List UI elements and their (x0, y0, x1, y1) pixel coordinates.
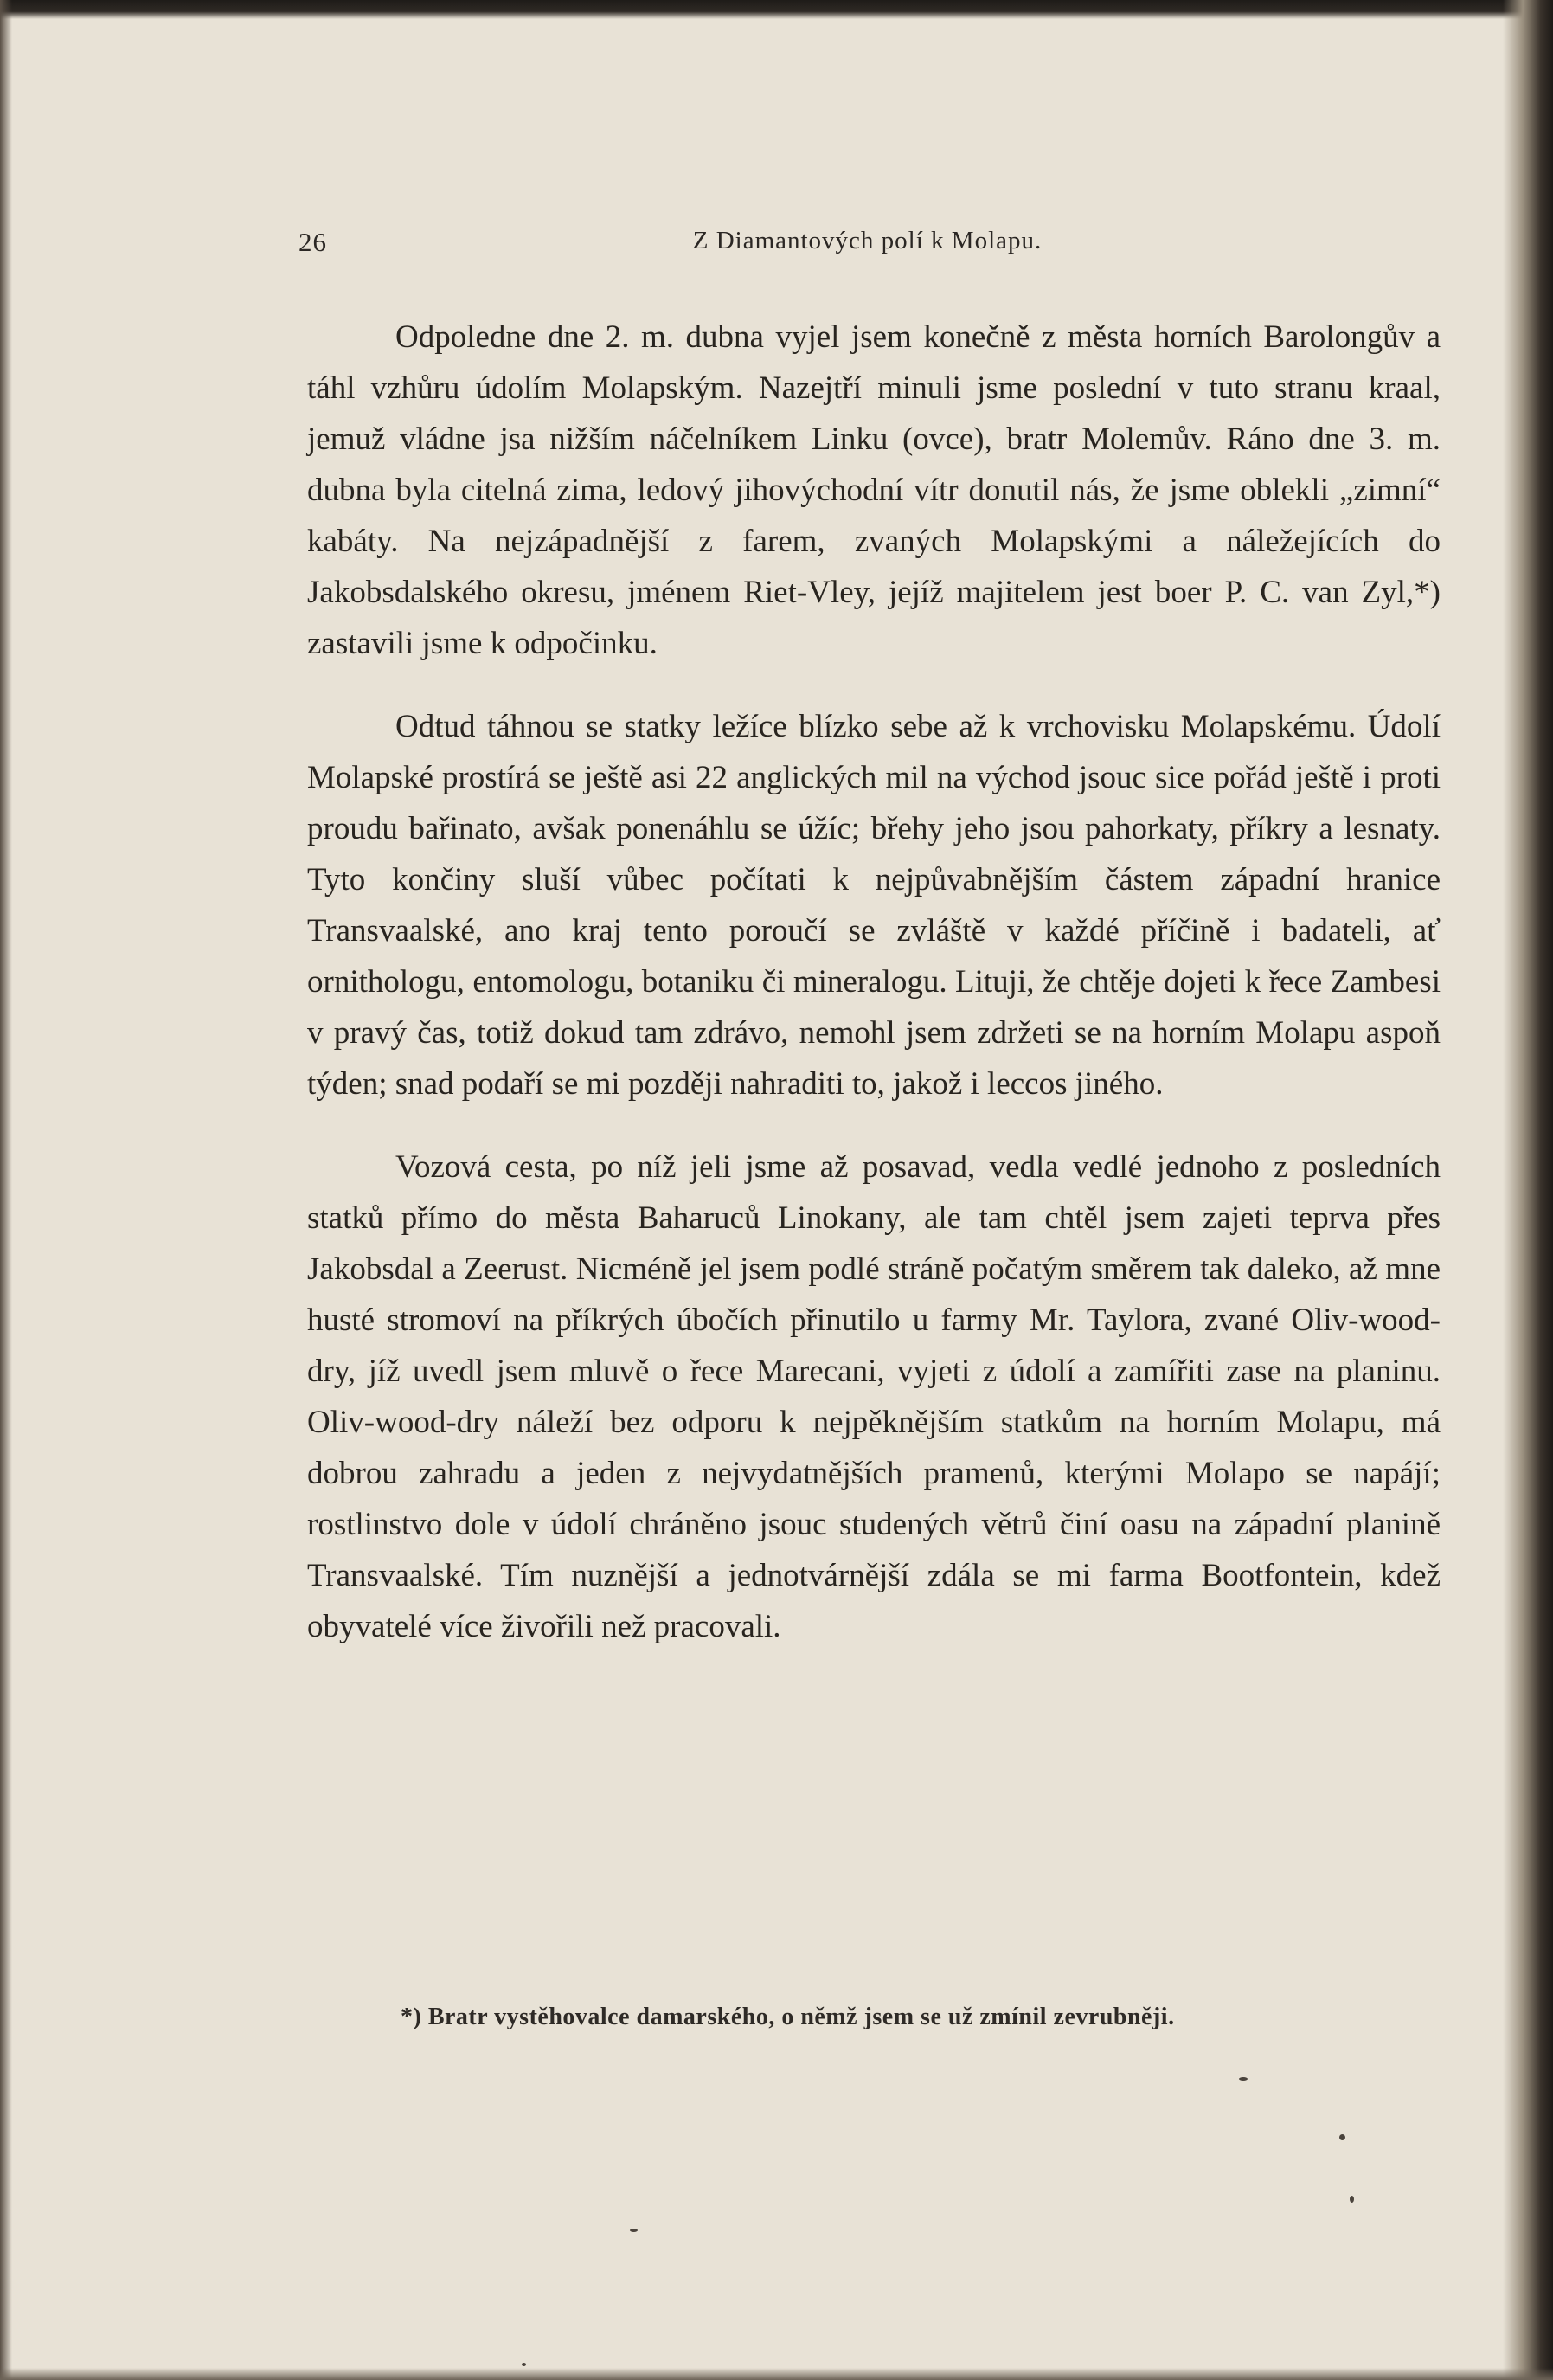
paragraph-1: Odpoledne dne 2. m. dubna vyjel jsem konečně z města horních Barolongův a táhl vzhůru údolím Molapským. Nazejtří minuli jsme poslední v tuto stranu kraal, jemuž vládne jsa nižším náčelníkem Linku (ovce), bratr Molemův. Ráno dne 3. m. dubna byla citelná zima, ledový jihovýchodní vítr donutil nás, že jsme oblekli „zimní“ kabáty. Na nejzápadnější z farem, zvaných Molapskými a náležejících do Jakobsdalského okresu, jménem Riet-Vley, jejíž majitelem jest boer P. C. van Zyl,*) zastavili jsme k odpočinku. (307, 319, 1441, 661)
scan-edge-right (1503, 0, 1553, 2380)
scan-edge-left (0, 0, 12, 2380)
scan-speck (1350, 2196, 1354, 2203)
scan-speck (522, 2363, 526, 2366)
scan-speck (630, 2229, 638, 2232)
page-number: 26 (298, 227, 327, 257)
page-header (298, 227, 1436, 261)
scan-speck (1239, 2077, 1248, 2081)
paragraph-3: Vozová cesta, po níž jeli jsme až posavad, vedla vedlé jednoho z posledních statků přímo do města Baharuců Linokany, ale tam chtěl jsem zajeti teprva přes Jakobsdal a Zeerust. Nicméně jel jsem podlé stráně počatým směrem tak daleko, až mne husté stromoví na příkrých úbočích přinutilo u farmy Mr. Taylora, zvané Oliv-wood-dry, jíž uvedl jsem mluvě o řece Marecani, vyjeti z údolí a zamířiti zase na planinu. Oliv-wood-dry náleží bez odporu k nejpěknějším statkům na horním Molapu, má dobrou zahradu a jeden z nejvydatnějších pramenů, kterými Molapo se napájí; rostlinstvo dole v údolí chráněno jsouc studených větrů činí oasu na západní planině Transvaalské. Tím nuznější a jednotvárnější zdála se mi farma Bootfontein, kdež obyvatelé více živořili než pracovali. (307, 1149, 1441, 1644)
running-title: Z Diamantových polí k Molapu. (692, 227, 1043, 254)
paragraph-2: Odtud táhnou se statky ležíce blízko sebe až k vrchovisku Molapskému. Údolí Molapské prostírá se ještě asi 22 anglických mil na východ jsouc sice pořád ještě i proti proudu bařinato, avšak ponenáhlu se úžíc; břehy jeho jsou pahorkaty, příkry a lesnaty. Tyto končiny sluší vůbec počítati k nejpůvabnějším částem západní hranice Transvaalské, ano kraj tento poroučí se zvláště v každé příčině i badateli, ať ornithologu, entomologu, botaniku či mineralogu. Lituji, že chtěje dojeti k řece Zambesi v pravý čas, totiž dokud tam zdrávo, nemohl jsem zdržeti se na horním Molapu aspoň týden; snad podaří se mi později nahraditi to, jakož i leccos jiného. (307, 709, 1441, 1102)
footnote: *) Bratr vystěhovalce damarského, o němž jsem se už zmínil zevrubněji. (401, 2004, 1175, 2030)
scan-edge-top (0, 0, 1553, 19)
scan-speck (1339, 2134, 1345, 2140)
scan-edge-bottom (0, 2368, 1553, 2380)
body-text (307, 312, 1441, 1652)
